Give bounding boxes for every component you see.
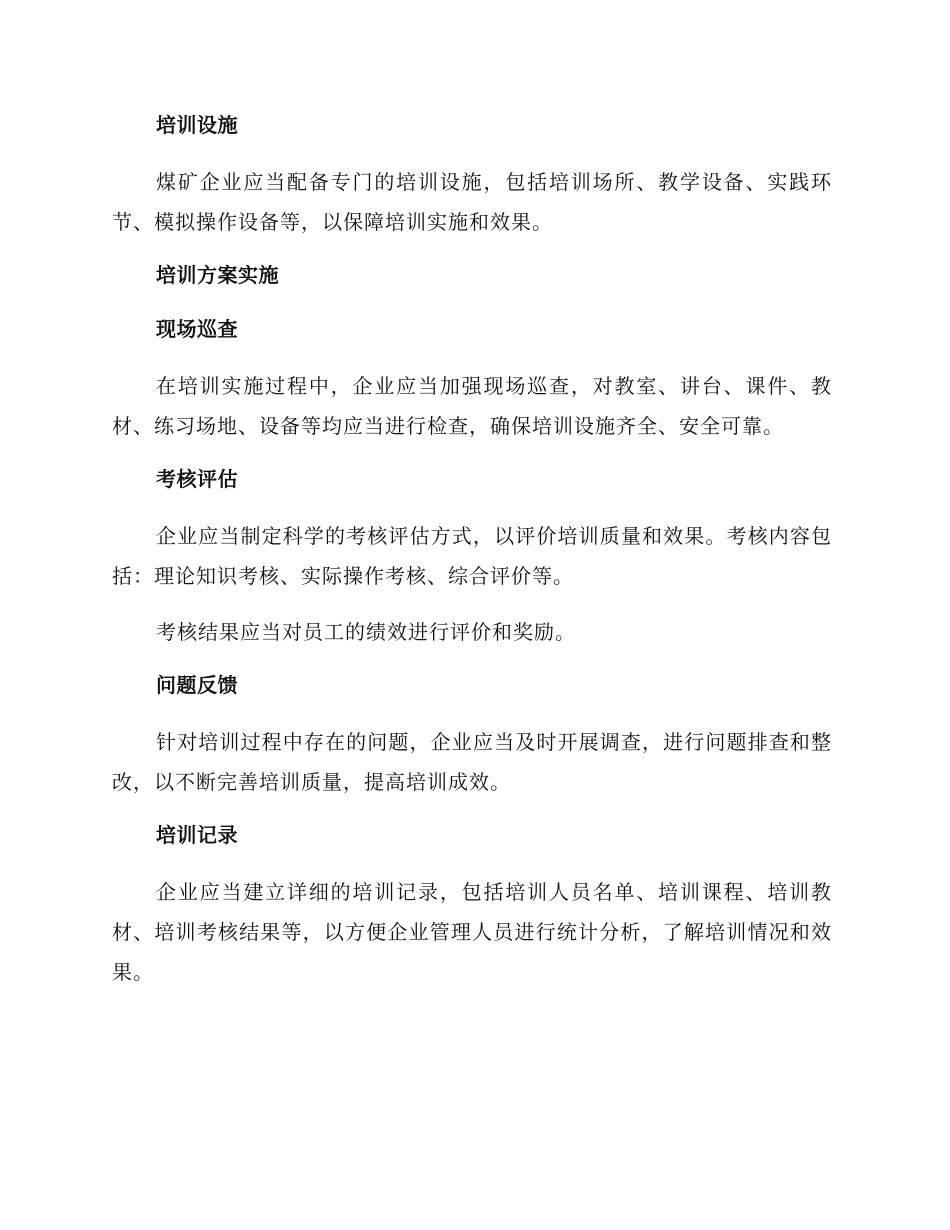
document-page: [112, 108, 832, 1008]
paragraph-problem-feedback: 针对培训过程中存在的问题，企业应当及时开展调查，进行问题排查和整改，以不断完善培训质量，提高培训成效。: [112, 730, 832, 794]
heading-training-facilities: 培训设施: [156, 113, 238, 137]
paragraph-assessment: 企业应当制定科学的考核评估方式，以评价培训质量和效果。考核内容包括：理论知识考核、实际操作考核、综合评价等。: [112, 524, 832, 588]
paragraph-site-inspection: 在培训实施过程中，企业应当加强现场巡查，对教室、讲台、课件、教材、练习场地、设备等均应当进行检查，确保培训设施齐全、安全可靠。: [112, 374, 832, 438]
paragraph-training-facilities: 煤矿企业应当配备专门的培训设施，包括培训场所、教学设备、实践环节、模拟操作设备等，以保障培训实施和效果。: [112, 170, 832, 234]
heading-training-records: 培训记录: [156, 823, 238, 847]
heading-problem-feedback: 问题反馈: [156, 673, 238, 697]
paragraph-training-records: 企业应当建立详细的培训记录，包括培训人员名单、培训课程、培训教材、培训考核结果等，以方便企业管理人员进行统计分析，了解培训情况和效果。: [112, 880, 832, 984]
heading-assessment: 考核评估: [156, 467, 238, 491]
paragraph-assessment-results: 考核结果应当对员工的绩效进行评价和奖励。: [156, 620, 576, 644]
heading-training-plan-implementation: 培训方案实施: [156, 263, 279, 287]
heading-site-inspection: 现场巡查: [156, 317, 238, 341]
